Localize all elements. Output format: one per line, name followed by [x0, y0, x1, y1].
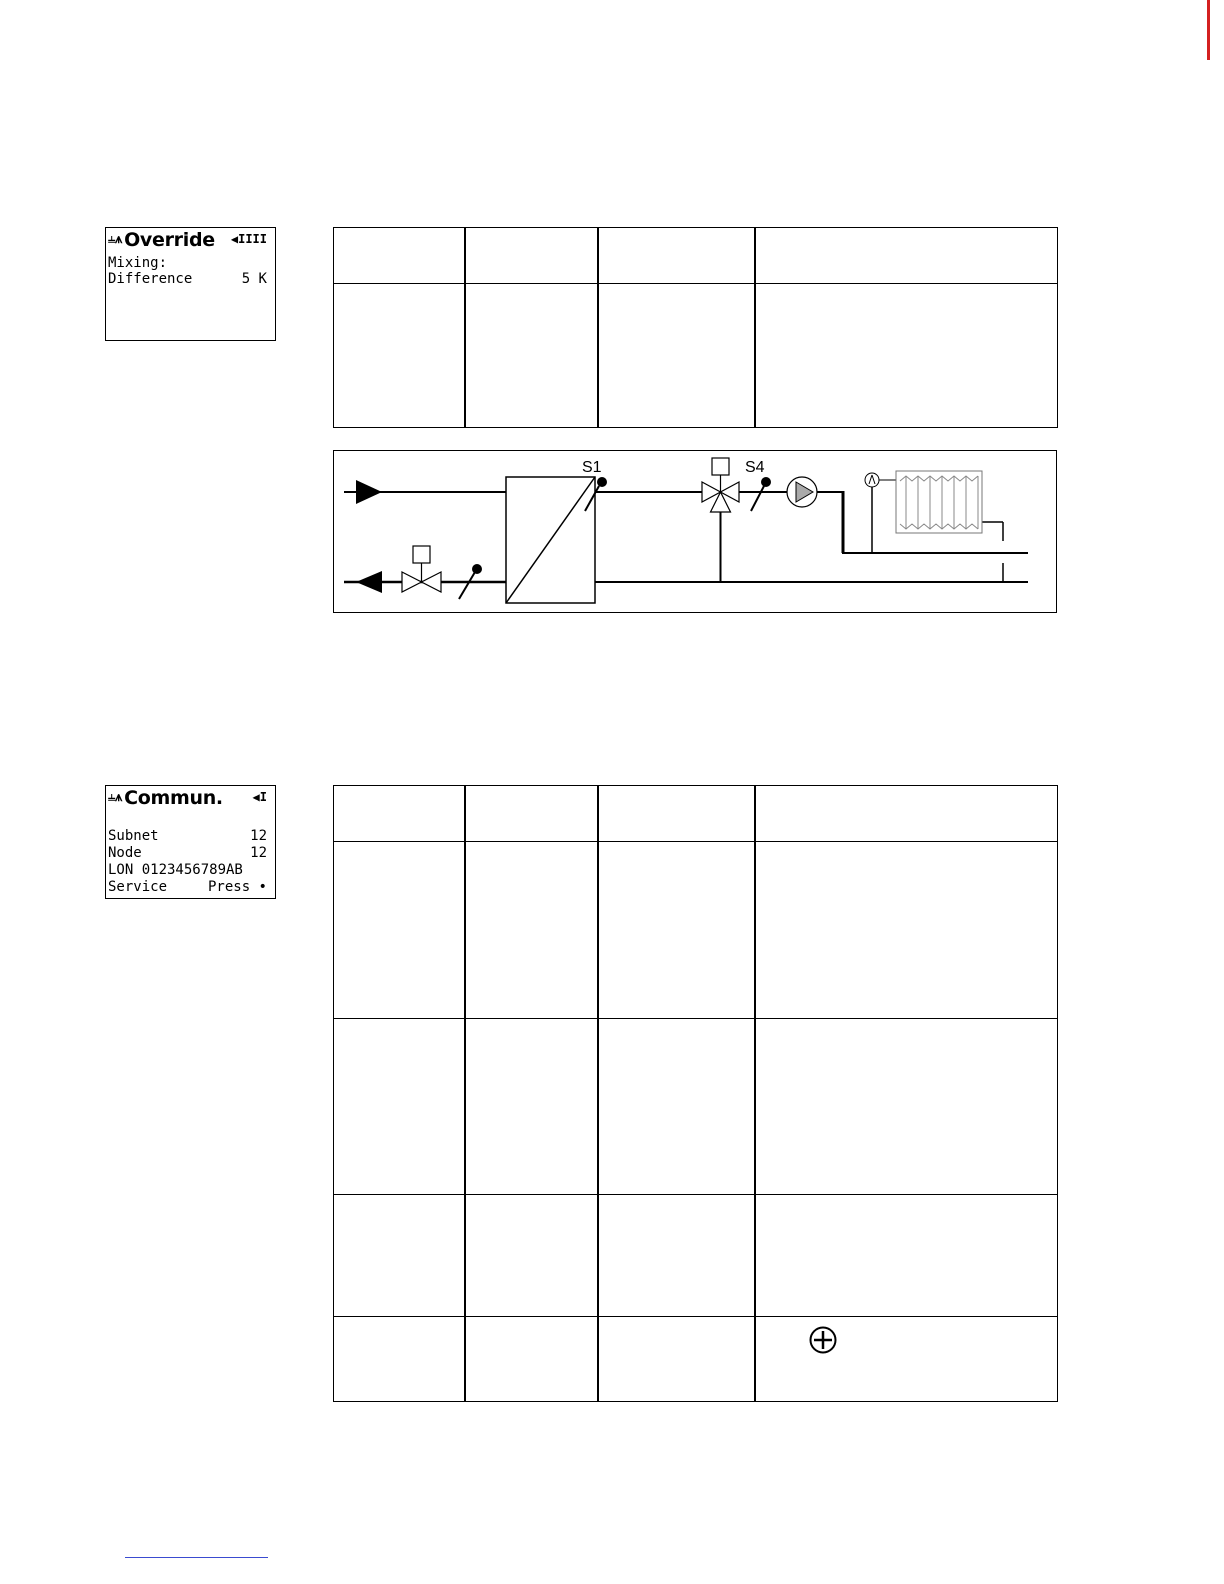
override-parameter-table — [333, 227, 1058, 428]
override-display — [105, 227, 276, 341]
heat-exchanger-icon — [506, 477, 595, 603]
level-indicator-icon: ◀I — [252, 790, 267, 804]
display-line — [108, 845, 267, 861]
level-indicator-icon: ◀IIII — [230, 232, 267, 246]
line-value: 5 K — [241, 271, 267, 287]
return-valve-icon — [402, 546, 441, 592]
display-line — [108, 828, 267, 844]
footer-link-underline — [125, 1557, 268, 1558]
line-value: 12 — [250, 828, 267, 844]
table-header-row — [334, 786, 1058, 842]
line-value: Press • — [207, 879, 267, 895]
controller-logo-icon: ⫨⩚ — [108, 232, 123, 247]
display-line — [108, 879, 267, 895]
table-row — [334, 1195, 1058, 1317]
commun-parameter-table — [333, 785, 1058, 1402]
table-row — [334, 842, 1058, 1019]
table-row — [334, 1019, 1058, 1195]
table-header-row — [334, 228, 1058, 284]
display-line — [108, 271, 267, 287]
line-label: Subnet — [108, 828, 159, 844]
sensor-s4-label: S4 — [745, 459, 765, 476]
display-title-text: Override — [124, 229, 215, 251]
mixing-valve-icon — [702, 458, 739, 512]
display-line — [108, 255, 267, 271]
pump-icon — [787, 477, 817, 507]
line-label: Mixing: — [108, 255, 168, 271]
plus-circle-icon — [808, 1325, 838, 1355]
sensor-s1-label: S1 — [582, 459, 602, 476]
table-row — [334, 284, 1058, 428]
display-title — [108, 229, 215, 251]
table-row — [334, 1317, 1058, 1402]
display-title — [108, 787, 223, 809]
flow-in-arrow-icon — [356, 480, 382, 504]
hydraulic-diagram — [333, 450, 1057, 613]
radiator-icon — [896, 471, 982, 533]
sensor-s4-icon — [751, 477, 771, 511]
page-edge-marker — [1207, 0, 1210, 60]
display-line — [108, 862, 267, 878]
line-label: Service — [108, 879, 168, 895]
commun-display — [105, 785, 276, 899]
hydraulic-schematic — [334, 451, 1058, 614]
display-title-text: Commun. — [124, 787, 223, 809]
thermostat-valve-icon — [865, 473, 896, 553]
line-value: 12 — [250, 845, 267, 861]
flow-out-arrow-icon — [356, 571, 382, 593]
line-label: Difference — [108, 271, 193, 287]
controller-logo-icon: ⫨⩚ — [108, 790, 123, 805]
line-label: LON 0123456789AB — [108, 862, 243, 878]
line-label: Node — [108, 845, 142, 861]
